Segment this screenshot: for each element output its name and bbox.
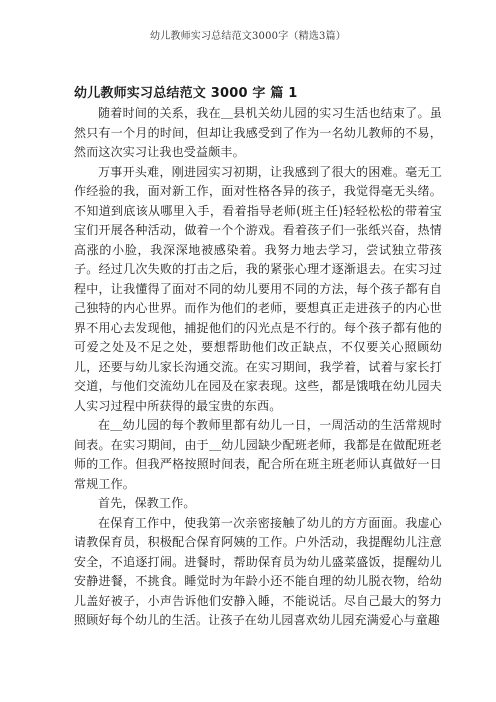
paragraph: 在保育工作中，使我第一次亲密接触了幼儿的方方面面。我虚心请教保育员，积极配合保育阿姨的工作。户外活动，我提醒幼儿注意安全，不追逐打闹。进餐时，帮助保育员为幼儿盛菜盛饭，提醒幼儿安静进餐，不挑食。睡觉时为年龄小还不能自理的幼儿脱衣物，给幼儿盖好被子，小声告诉他们安静入睡，不能说话。尽自己最大的努力照顾好每个幼儿的生活。让孩子在幼儿园喜欢幼儿园充满爱心与童趣 bbox=[74, 515, 442, 627]
document-header: 幼儿教师实习总结范文3000字（精选3篇） bbox=[149, 31, 346, 42]
paragraph: 万事开头难，刚进园实习初期，让我感到了很大的困难。毫无工作经验的我，面对新工作，面对性格各异的孩子，我觉得毫无头绪。不知道到底该从哪里入手，看着指导老师(班主任)轻轻松松的带着宝宝们开展各种活动，做着一个个游戏。看着孩子们一张纸兴奋，热情高涨的小脸，我深深地被感染着。我努力地去学习，尝试独立带孩子。经过几次失败的打击之后，我的紧张心理才逐渐退去。在实习过程中，让我懂得了面对不同的幼儿要用不同的方法，每个孩子都有自己独特的内心世界。而作为他们的老师，要想真正走进孩子的内心世界不用心去发现他，捕捉他们的闪光点是不行的。每个孩子都有他的可爱之处及不足之处，要想帮助他们改正缺点，不仅要关心照顾幼儿，还要与幼儿家长沟通交流。在实习期间，我学着，试着与家长打交道，与他们交流幼儿在园及在家表现。这些，都是饿哦在幼儿园夫人实习过程中所获得的最宝贵的东西。 bbox=[74, 164, 442, 413]
section-title: 幼儿教师实习总结范文 3000 字 篇 1 bbox=[74, 86, 298, 101]
paragraph: 随着时间的关系，我在＿县机关幼儿园的实习生活也结束了。虽然只有一个月的时间，但却让我感受到了作为一名幼儿教师的不易，然而这次实习让我也受益颇丰。 bbox=[74, 106, 442, 159]
document-body bbox=[74, 85, 442, 631]
paragraph: 在＿幼儿园的每个教师里都有幼儿一日，一周活动的生活常规时间表。在实习期间，由于＿幼儿园缺少配班老师，我都是在做配班老师的工作。但我严格按照时间表，配合所在班主班老师认真做好一日常规工作。 bbox=[74, 418, 442, 491]
paragraph: 首先，保教工作。 bbox=[98, 496, 196, 510]
